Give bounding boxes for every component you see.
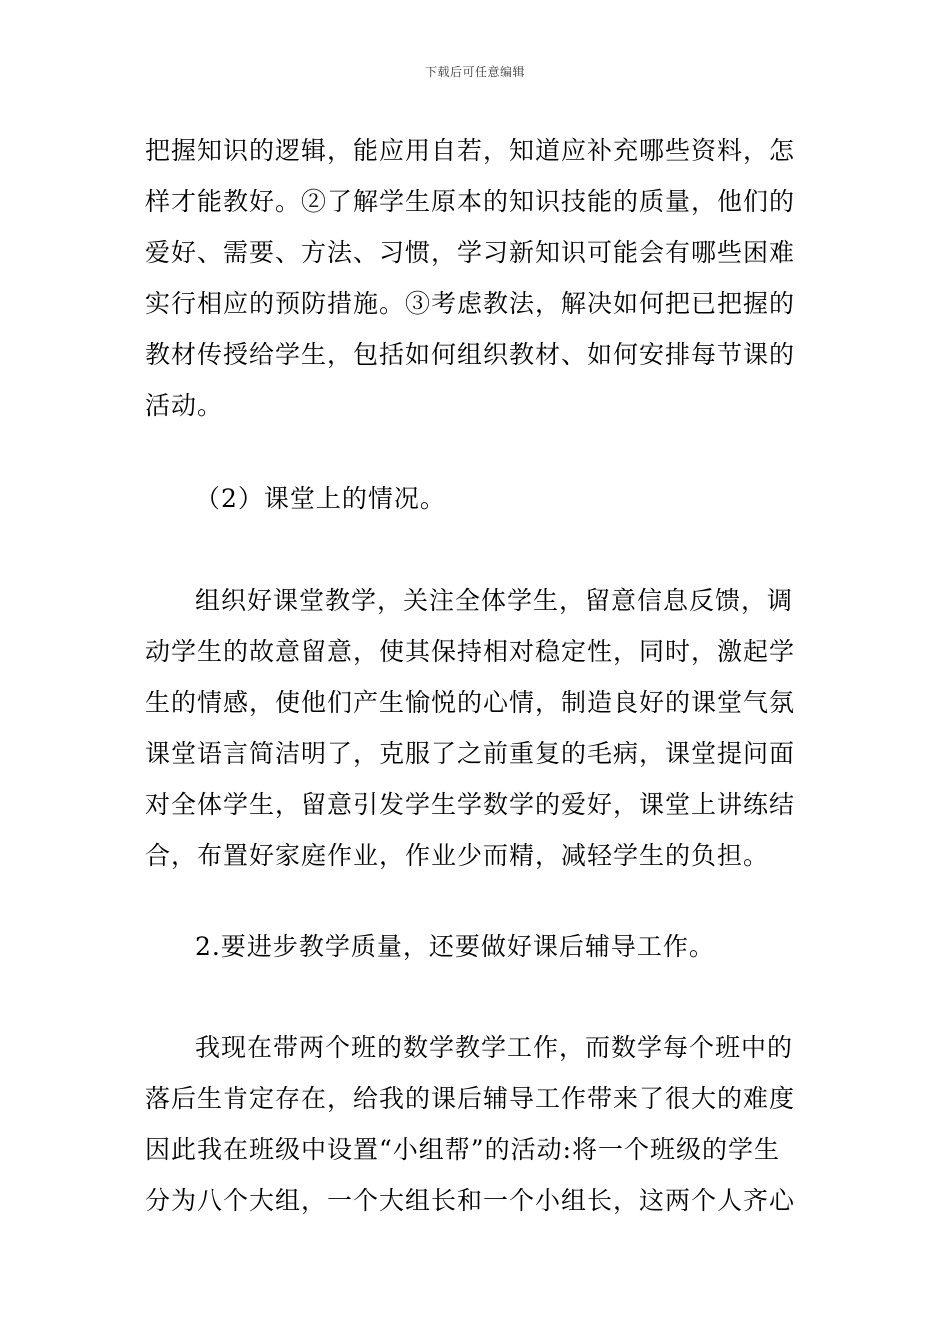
heading-line: （2）课堂上的情况。 [195, 484, 446, 513]
text-line: 爱好、需要、方法、习惯，学习新知识可能会有哪些困难 [145, 238, 796, 267]
text-line: 动学生的故意留意，使其保持相对稳定性，同时，激起学 [145, 637, 796, 666]
paragraph-tutoring [145, 1022, 810, 1226]
text-line: 实行相应的预防措施。③考虑教法，解决如何把已把握的 [145, 289, 796, 318]
text-line: 样才能教好。②了解学生原本的知识技能的质量，他们的 [145, 187, 796, 216]
paragraph-classroom [145, 575, 810, 881]
page-header: 下载后可任意编辑 [424, 65, 525, 79]
section-heading-classroom [145, 473, 810, 524]
text-line: 把握知识的逻辑，能应用自若，知道应补充哪些资料，怎 [145, 136, 796, 165]
section-heading-tutoring [145, 921, 810, 972]
text-line: 活动。 [145, 391, 224, 420]
paragraph-lesson-prep [145, 125, 810, 431]
text-line: 我现在带两个班的数学教学工作，而数学每个班中的 [195, 1033, 794, 1062]
text-line: 教材传授给学生，包括如何组织教材、如何安排每节课的 [145, 340, 796, 369]
text-line: 分为八个大组，一个大组长和一个小组长，这两个人齐心 [145, 1186, 796, 1215]
text-line: 合，布置好家庭作业，作业少而精，减轻学生的负担。 [145, 841, 770, 870]
text-line: 组织好课堂教学，关注全体学生，留意信息反馈，调 [195, 586, 794, 615]
text-line: 对全体学生，留意引发学生学数学的爱好，课堂上讲练结 [145, 790, 796, 819]
text-line: 因此我在班级中设置“小组帮”的活动:将一个班级的学生 [145, 1135, 780, 1164]
heading-line: 2.要进步教学质量，还要做好课后辅导工作。 [195, 932, 715, 961]
text-line: 落后生肯定存在，给我的课后辅导工作带来了很大的难度 [145, 1084, 796, 1113]
text-line: 课堂语言简洁明了，克服了之前重复的毛病，课堂提问面 [145, 739, 796, 768]
text-line: 生的情感，使他们产生愉悦的心情，制造良好的课堂气氛 [145, 688, 796, 717]
